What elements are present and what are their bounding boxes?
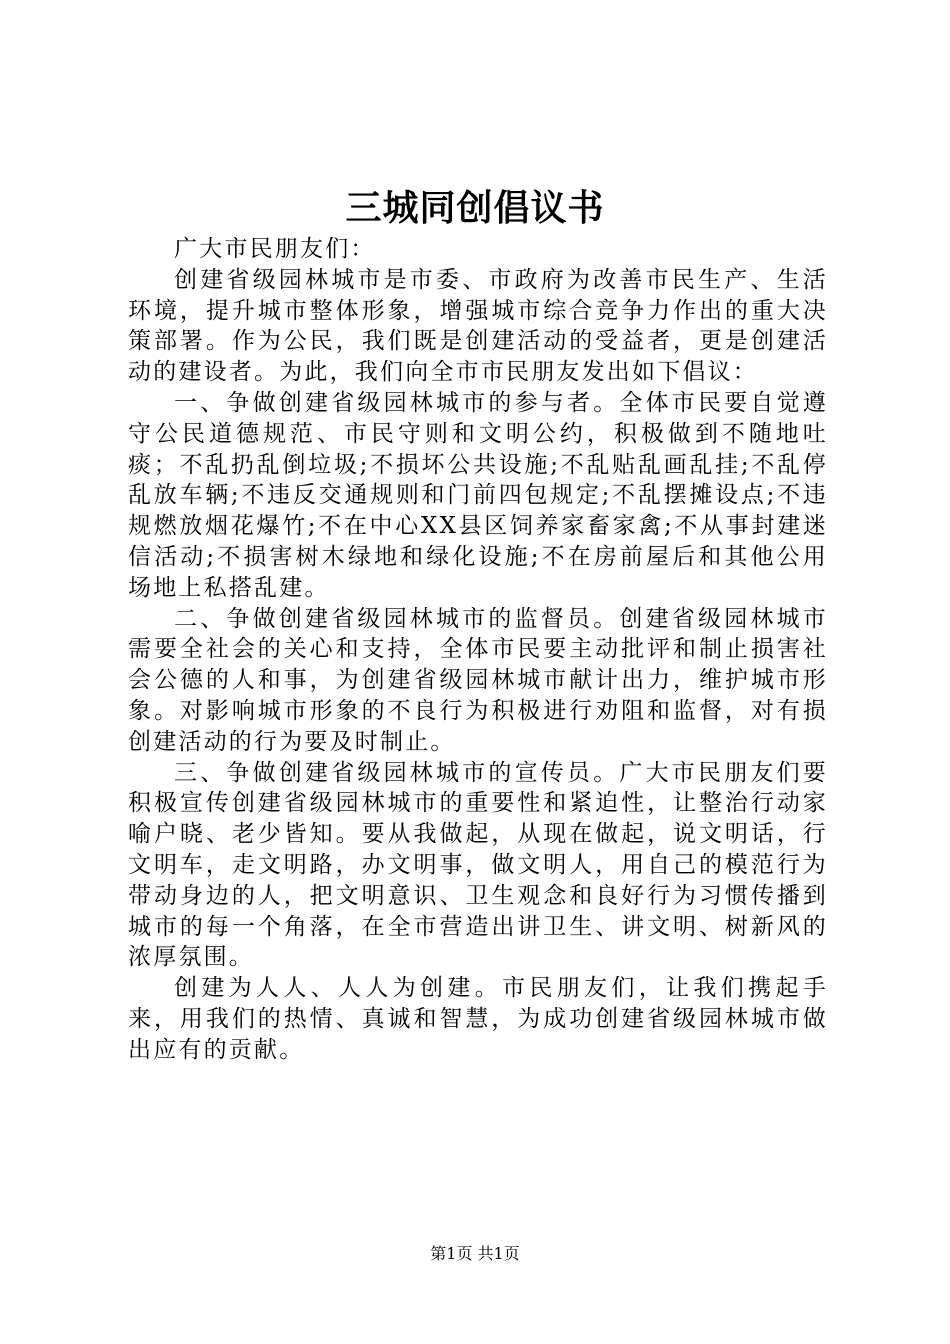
paragraph-supervisor: 二、争做创建省级园林城市的监督员。创建省级园林城市需要全社会的关心和支持，全体市民要主动批评和制止损害社会公德的人和事，为创建省级园林城市献计出力，维护城市形象。对影响城市形象的不良行为积极进行劝阻和监督，对有损创建活动的行为要及时制止。 bbox=[128, 605, 828, 755]
paragraph-participant: 一、争做创建省级园林城市的参与者。全体市民要自觉遵守公民道德规范、市民守则和文明公约，积极做到不随地吐痰；不乱扔乱倒垃圾;不损坏公共设施;不乱贴乱画乱挂;不乱停乱放车辆;不违反交通规则和门前四包规定;不乱摆摊设点;不违规燃放烟花爆竹;不在中心XX县区饲养家畜家禽;不从事封建迷信活动;不损害树木绿地和绿化设施;不在房前屋后和其他公用场地上私搭乱建。 bbox=[128, 389, 828, 601]
document-body bbox=[128, 234, 828, 1066]
page-footer: 第1页 共1页 bbox=[430, 1244, 520, 1263]
paragraph-closing: 创建为人人、人人为创建。市民朋友们，让我们携起手来，用我们的热情、真诚和智慧，为成功创建省级园林城市做出应有的贡献。 bbox=[128, 975, 828, 1063]
paragraph-promoter: 三、争做创建省级园林城市的宣传员。广大市民朋友们要积极宣传创建省级园林城市的重要性和紧迫性，让整治行动家喻户晓、老少皆知。要从我做起，从现在做起，说文明话，行文明车，走文明路，办文明事，做文明人，用自己的模范行为带动身边的人，把文明意识、卫生观念和良好行为习惯传播到城市的每一个角落，在全市营造出讲卫生、讲文明、树新风的浓厚氛围。 bbox=[128, 759, 828, 971]
paragraph-intro: 创建省级园林城市是市委、市政府为改善市民生产、生活环境，提升城市整体形象，增强城市综合竞争力作出的重大决策部署。作为公民，我们既是创建活动的受益者，更是创建活动的建设者。为此，我们向全市市民朋友发出如下倡议： bbox=[128, 266, 828, 386]
document-title: 三城同创倡议书 bbox=[345, 187, 605, 229]
greeting: 广大市民朋友们： bbox=[174, 236, 376, 262]
